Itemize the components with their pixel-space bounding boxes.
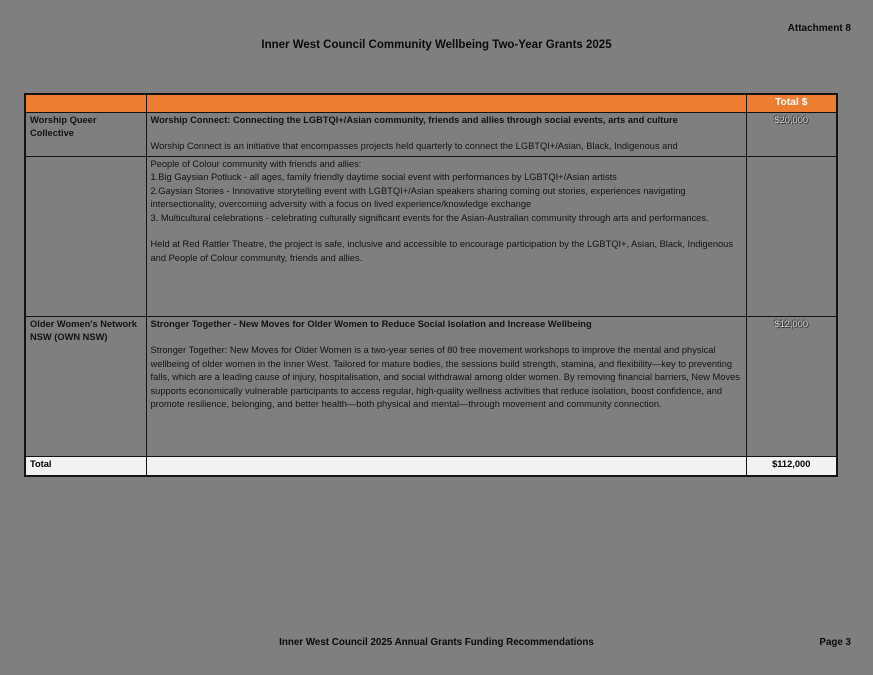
- org-cell: Worship Queer Collective: [25, 112, 146, 156]
- amount-cell: $12,000: [746, 316, 837, 456]
- description-cell: [146, 316, 746, 456]
- description-cell: [146, 156, 746, 316]
- page-title: Inner West Council Community Wellbeing Two-Year Grants 2025: [261, 39, 612, 51]
- description-text: Worship Connect is an initiative that encompasses projects held quarterly to connect the LGBTQI+/Asian, Black, Indigenous and: [150, 141, 678, 151]
- total-row: [25, 456, 837, 476]
- table-row-continuation: [25, 156, 837, 316]
- blank-line: [151, 331, 742, 344]
- description-text: Held at Red Rattler Theatre, the project is safe, inclusive and accessible to encourage participation by the LGBTQI+, Asian, Black, Indigenous and People of Colour community, friends and allies.: [150, 239, 733, 263]
- total-amount-cell: $112,000: [746, 456, 837, 476]
- amount-cell: $20,000: [746, 112, 837, 156]
- table-header-row: [25, 94, 837, 112]
- footer-text: Inner West Council 2025 Annual Grants Funding Recommendations: [279, 637, 594, 648]
- header-description-cell: [146, 94, 746, 112]
- header-org-cell: [25, 94, 146, 112]
- total-empty-cell: [146, 456, 746, 476]
- project-title: Worship Connect: Connecting the LGBTQI+/Asian community, friends and allies through social events, arts and culture: [150, 114, 678, 125]
- table-row: [25, 112, 837, 156]
- org-cell: [25, 156, 146, 316]
- total-label-cell: Total: [25, 456, 146, 476]
- description-text: People of Colour community with friends and allies:: [150, 158, 362, 169]
- attachment-label: Attachment 8: [787, 23, 851, 34]
- list-item: 3. Multicultural celebrations - celebrating culturally significant events for the Asian-Australian community through arts and performances.: [150, 212, 709, 223]
- list-item: 2.Gaysian Stories - Innovative storytelling event with LGBTQI+/Asian speakers sharing coming out stories, experiences navigating intersectionality, overcoming adversity with a focus on lived experience/knowledge exchange: [150, 185, 686, 209]
- org-cell: Older Women's Network NSW (OWN NSW): [25, 316, 146, 456]
- list-item: 1.Big Gaysian Potluck - all ages, family friendly daytime social event with performances by LGBTQI+/Asian artists: [150, 172, 617, 182]
- grants-table: [24, 93, 838, 477]
- amount-cell: [746, 156, 837, 316]
- project-title: Stronger Together - New Moves for Older Women to Reduce Social Isolation and Increase Wellbeing: [150, 318, 592, 329]
- page-number: Page 3: [819, 637, 851, 648]
- header-total-cell: Total $: [746, 94, 837, 112]
- description-text: Stronger Together: New Moves for Older Women is a two-year series of 80 free movement workshops to improve the mental and physical wellbeing of older women in the Inner West. Tailored for mature bodies, the sessions build strength, stamina, and flexibility—key to preventing falls, which are a leading cause of injury, hospitalisation, and social withdrawal among older women. By removing financial barriers, New Moves supports economically vulnerable participants to access regular, high-quality wellness activities that reduce isolation, boost confidence, and promote resilience, belonging, and better health—both physical and mental—through movement and community connection.: [150, 345, 740, 409]
- blank-line: [151, 127, 742, 140]
- blank-line: [151, 225, 742, 238]
- description-cell: [146, 112, 746, 156]
- table-row: [25, 316, 837, 456]
